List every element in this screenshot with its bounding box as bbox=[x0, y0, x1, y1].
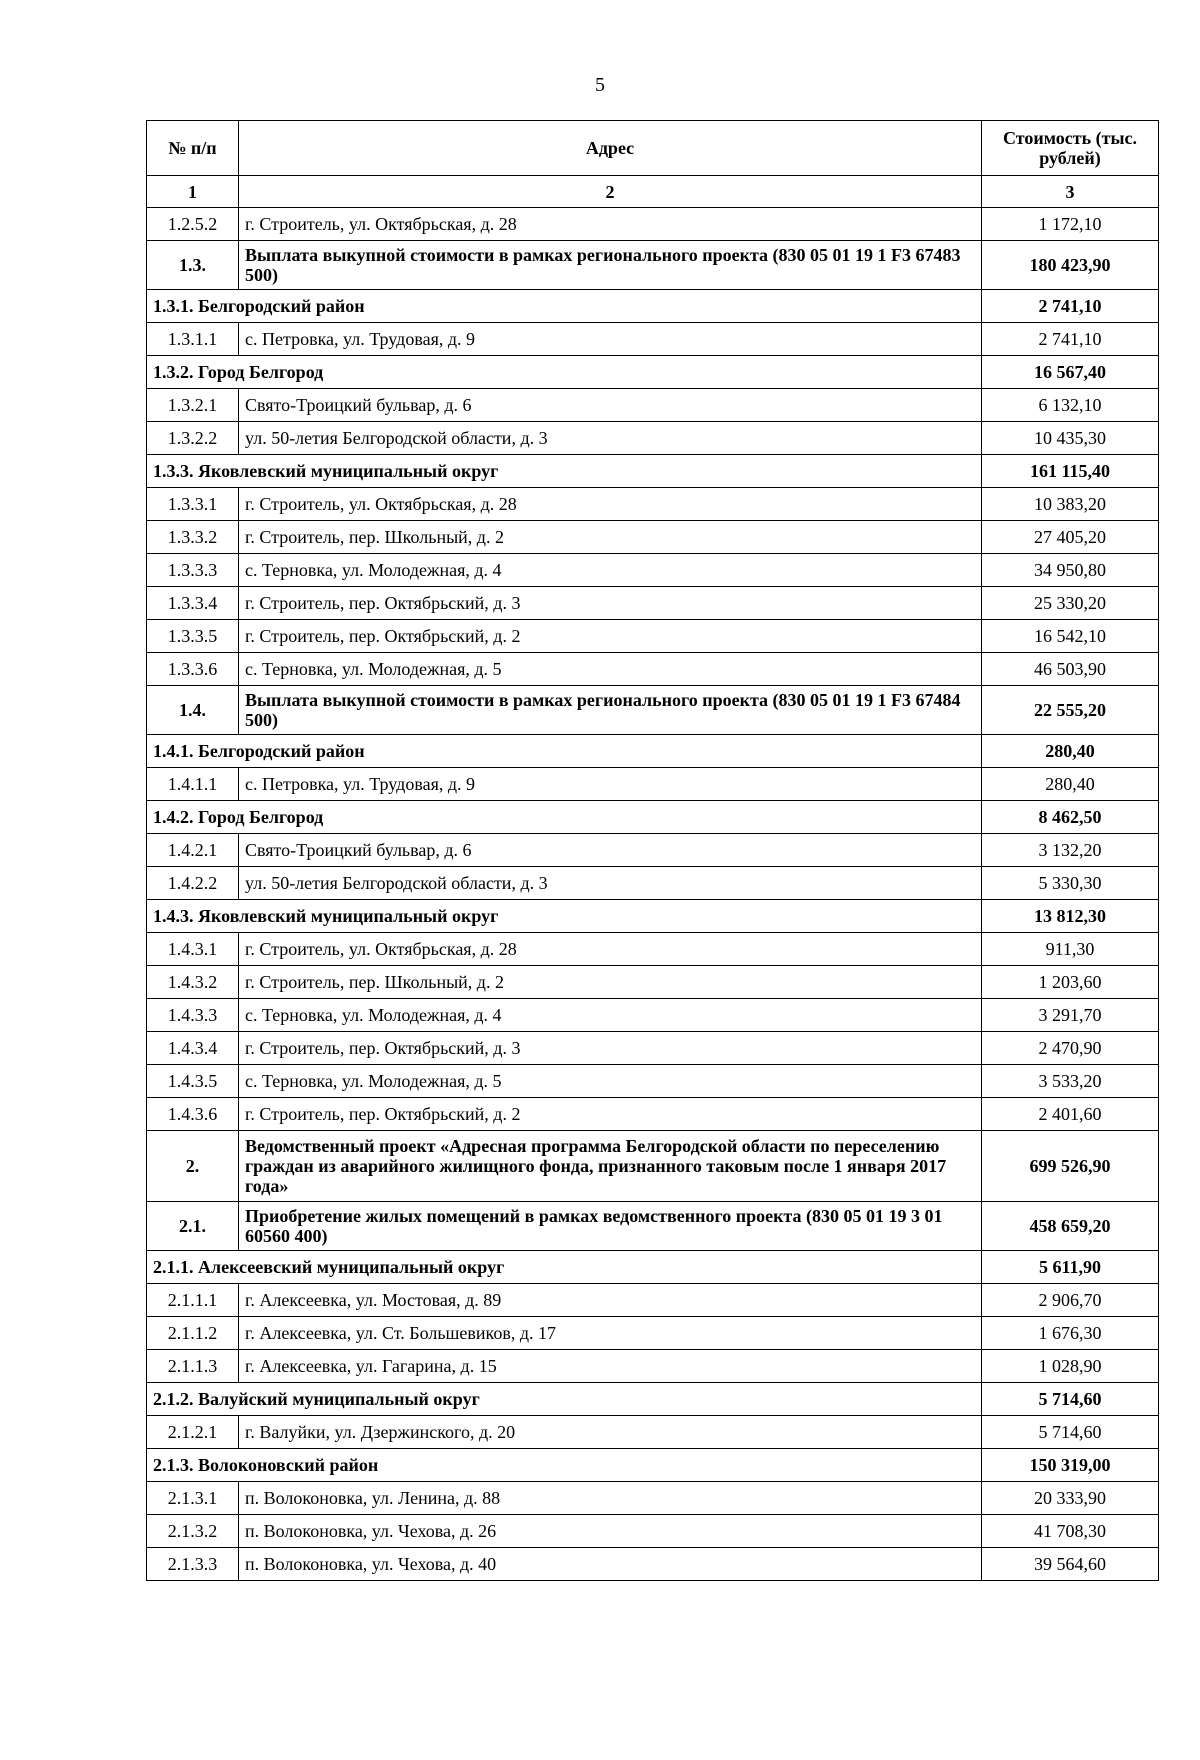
row-address: г. Строитель, ул. Октябрьская, д. 28 bbox=[239, 208, 982, 241]
column-index: 1 bbox=[147, 176, 239, 208]
group-title: 2.1.1. Алексеевский муниципальный округ bbox=[147, 1251, 982, 1284]
group-title: 1.4.3. Яковлевский муниципальный округ bbox=[147, 900, 982, 933]
section-title: Ведомственный проект «Адресная программа Белгородской области по переселению граждан из аварийного жилищного фонда, признанного таковым после 1 января 2017 года» bbox=[239, 1131, 982, 1202]
table-row bbox=[147, 389, 1159, 422]
row-cost: 2 401,60 bbox=[982, 1098, 1159, 1131]
row-number: 1.2.5.2 bbox=[147, 208, 239, 241]
section-cost: 699 526,90 bbox=[982, 1131, 1159, 1202]
section-row bbox=[147, 1202, 1159, 1251]
table-row bbox=[147, 1032, 1159, 1065]
group-row bbox=[147, 455, 1159, 488]
row-number: 1.3.2.1 bbox=[147, 389, 239, 422]
group-row bbox=[147, 1449, 1159, 1482]
row-number: 1.4.3.3 bbox=[147, 999, 239, 1032]
row-cost: 2 470,90 bbox=[982, 1032, 1159, 1065]
group-row bbox=[147, 801, 1159, 834]
row-cost: 280,40 bbox=[982, 768, 1159, 801]
row-number: 1.4.3.2 bbox=[147, 966, 239, 999]
table-row bbox=[147, 999, 1159, 1032]
row-cost: 5 714,60 bbox=[982, 1416, 1159, 1449]
row-number: 1.4.2.1 bbox=[147, 834, 239, 867]
row-number: 1.3.3.5 bbox=[147, 620, 239, 653]
section-row bbox=[147, 241, 1159, 290]
section-cost: 180 423,90 bbox=[982, 241, 1159, 290]
table-row bbox=[147, 867, 1159, 900]
header-cost: Стоимость (тыс. рублей) bbox=[982, 121, 1159, 176]
row-number: 1.4.2.2 bbox=[147, 867, 239, 900]
table-row bbox=[147, 768, 1159, 801]
row-address: Свято-Троицкий бульвар, д. 6 bbox=[239, 389, 982, 422]
row-number: 1.4.3.6 bbox=[147, 1098, 239, 1131]
cost-table bbox=[146, 120, 1159, 1581]
row-number: 2.1.2.1 bbox=[147, 1416, 239, 1449]
header-num: № п/п bbox=[147, 121, 239, 176]
section-title: Выплата выкупной стоимости в рамках регионального проекта (830 05 01 19 1 F3 67483 500) bbox=[239, 241, 982, 290]
section-number: 1.3. bbox=[147, 241, 239, 290]
table-row bbox=[147, 488, 1159, 521]
group-cost: 161 115,40 bbox=[982, 455, 1159, 488]
row-address: г. Алексеевка, ул. Ст. Большевиков, д. 17 bbox=[239, 1317, 982, 1350]
row-number: 2.1.3.2 bbox=[147, 1515, 239, 1548]
group-cost: 8 462,50 bbox=[982, 801, 1159, 834]
table-body bbox=[147, 208, 1159, 1581]
page-number: 5 bbox=[595, 74, 605, 96]
row-cost: 5 330,30 bbox=[982, 867, 1159, 900]
row-number: 1.3.3.6 bbox=[147, 653, 239, 686]
row-address: с. Терновка, ул. Молодежная, д. 4 bbox=[239, 999, 982, 1032]
row-cost: 1 203,60 bbox=[982, 966, 1159, 999]
row-cost: 2 741,10 bbox=[982, 323, 1159, 356]
table-row bbox=[147, 620, 1159, 653]
row-address: Свято-Троицкий бульвар, д. 6 bbox=[239, 834, 982, 867]
row-address: г. Строитель, пер. Октябрьский, д. 2 bbox=[239, 1098, 982, 1131]
group-row bbox=[147, 1251, 1159, 1284]
column-index: 3 bbox=[982, 176, 1159, 208]
group-row bbox=[147, 900, 1159, 933]
row-cost: 34 950,80 bbox=[982, 554, 1159, 587]
row-number: 2.1.3.3 bbox=[147, 1548, 239, 1581]
row-number: 1.4.1.1 bbox=[147, 768, 239, 801]
group-cost: 150 319,00 bbox=[982, 1449, 1159, 1482]
group-row bbox=[147, 735, 1159, 768]
table-row bbox=[147, 422, 1159, 455]
row-address: г. Алексеевка, ул. Мостовая, д. 89 bbox=[239, 1284, 982, 1317]
row-cost: 10 383,20 bbox=[982, 488, 1159, 521]
row-number: 1.4.3.4 bbox=[147, 1032, 239, 1065]
group-row bbox=[147, 290, 1159, 323]
group-cost: 13 812,30 bbox=[982, 900, 1159, 933]
table-row bbox=[147, 933, 1159, 966]
row-number: 2.1.1.1 bbox=[147, 1284, 239, 1317]
row-address: п. Волоконовка, ул. Ленина, д. 88 bbox=[239, 1482, 982, 1515]
row-cost: 6 132,10 bbox=[982, 389, 1159, 422]
row-address: г. Строитель, пер. Октябрьский, д. 3 bbox=[239, 587, 982, 620]
table-row bbox=[147, 587, 1159, 620]
section-title: Выплата выкупной стоимости в рамках регионального проекта (830 05 01 19 1 F3 67484 500) bbox=[239, 686, 982, 735]
table-row bbox=[147, 208, 1159, 241]
table-row bbox=[147, 966, 1159, 999]
row-address: с. Петровка, ул. Трудовая, д. 9 bbox=[239, 323, 982, 356]
row-cost: 39 564,60 bbox=[982, 1548, 1159, 1581]
row-number: 1.3.2.2 bbox=[147, 422, 239, 455]
row-cost: 25 330,20 bbox=[982, 587, 1159, 620]
row-address: ул. 50-летия Белгородской области, д. 3 bbox=[239, 867, 982, 900]
row-address: г. Строитель, пер. Школьный, д. 2 bbox=[239, 966, 982, 999]
table-row bbox=[147, 1065, 1159, 1098]
group-cost: 2 741,10 bbox=[982, 290, 1159, 323]
table-row bbox=[147, 554, 1159, 587]
table-row bbox=[147, 653, 1159, 686]
row-address: г. Строитель, ул. Октябрьская, д. 28 bbox=[239, 933, 982, 966]
group-cost: 280,40 bbox=[982, 735, 1159, 768]
section-title: Приобретение жилых помещений в рамках ведомственного проекта (830 05 01 19 3 01 60560 400) bbox=[239, 1202, 982, 1251]
row-address: г. Алексеевка, ул. Гагарина, д. 15 bbox=[239, 1350, 982, 1383]
column-index: 2 bbox=[239, 176, 982, 208]
row-cost: 27 405,20 bbox=[982, 521, 1159, 554]
table-row bbox=[147, 1515, 1159, 1548]
row-address: с. Петровка, ул. Трудовая, д. 9 bbox=[239, 768, 982, 801]
row-cost: 1 676,30 bbox=[982, 1317, 1159, 1350]
row-address: п. Волоконовка, ул. Чехова, д. 40 bbox=[239, 1548, 982, 1581]
section-cost: 458 659,20 bbox=[982, 1202, 1159, 1251]
section-row bbox=[147, 686, 1159, 735]
table-row bbox=[147, 1098, 1159, 1131]
group-title: 1.4.1. Белгородский район bbox=[147, 735, 982, 768]
row-address: с. Терновка, ул. Молодежная, д. 5 bbox=[239, 1065, 982, 1098]
row-cost: 911,30 bbox=[982, 933, 1159, 966]
table-row bbox=[147, 1416, 1159, 1449]
table-row bbox=[147, 323, 1159, 356]
row-address: г. Строитель, пер. Школьный, д. 2 bbox=[239, 521, 982, 554]
row-cost: 1 028,90 bbox=[982, 1350, 1159, 1383]
table-row bbox=[147, 1482, 1159, 1515]
group-cost: 5 611,90 bbox=[982, 1251, 1159, 1284]
row-cost: 3 291,70 bbox=[982, 999, 1159, 1032]
row-cost: 3 533,20 bbox=[982, 1065, 1159, 1098]
table-row bbox=[147, 1350, 1159, 1383]
row-number: 2.1.1.2 bbox=[147, 1317, 239, 1350]
row-address: ул. 50-летия Белгородской области, д. 3 bbox=[239, 422, 982, 455]
section-number: 1.4. bbox=[147, 686, 239, 735]
group-title: 1.3.1. Белгородский район bbox=[147, 290, 982, 323]
table-header-row bbox=[147, 121, 1159, 176]
row-address: п. Волоконовка, ул. Чехова, д. 26 bbox=[239, 1515, 982, 1548]
row-number: 2.1.1.3 bbox=[147, 1350, 239, 1383]
group-row bbox=[147, 1383, 1159, 1416]
row-cost: 16 542,10 bbox=[982, 620, 1159, 653]
row-number: 1.3.1.1 bbox=[147, 323, 239, 356]
row-cost: 1 172,10 bbox=[982, 208, 1159, 241]
column-index-row bbox=[147, 176, 1159, 208]
row-address: г. Строитель, пер. Октябрьский, д. 3 bbox=[239, 1032, 982, 1065]
group-cost: 16 567,40 bbox=[982, 356, 1159, 389]
group-title: 1.3.2. Город Белгород bbox=[147, 356, 982, 389]
table-row bbox=[147, 834, 1159, 867]
row-number: 1.4.3.1 bbox=[147, 933, 239, 966]
row-address: с. Терновка, ул. Молодежная, д. 5 bbox=[239, 653, 982, 686]
row-number: 1.3.3.3 bbox=[147, 554, 239, 587]
header-address: Адрес bbox=[239, 121, 982, 176]
row-address: с. Терновка, ул. Молодежная, д. 4 bbox=[239, 554, 982, 587]
section-number: 2. bbox=[147, 1131, 239, 1202]
table-row bbox=[147, 1284, 1159, 1317]
section-number: 2.1. bbox=[147, 1202, 239, 1251]
row-cost: 10 435,30 bbox=[982, 422, 1159, 455]
row-number: 1.3.3.2 bbox=[147, 521, 239, 554]
row-cost: 20 333,90 bbox=[982, 1482, 1159, 1515]
row-number: 2.1.3.1 bbox=[147, 1482, 239, 1515]
row-number: 1.3.3.4 bbox=[147, 587, 239, 620]
group-title: 2.1.2. Валуйский муниципальный округ bbox=[147, 1383, 982, 1416]
row-cost: 41 708,30 bbox=[982, 1515, 1159, 1548]
row-number: 1.3.3.1 bbox=[147, 488, 239, 521]
group-title: 2.1.3. Волоконовский район bbox=[147, 1449, 982, 1482]
row-address: г. Валуйки, ул. Дзержинского, д. 20 bbox=[239, 1416, 982, 1449]
table-row bbox=[147, 1317, 1159, 1350]
group-cost: 5 714,60 bbox=[982, 1383, 1159, 1416]
section-cost: 22 555,20 bbox=[982, 686, 1159, 735]
row-address: г. Строитель, пер. Октябрьский, д. 2 bbox=[239, 620, 982, 653]
group-row bbox=[147, 356, 1159, 389]
row-number: 1.4.3.5 bbox=[147, 1065, 239, 1098]
row-address: г. Строитель, ул. Октябрьская, д. 28 bbox=[239, 488, 982, 521]
row-cost: 3 132,20 bbox=[982, 834, 1159, 867]
group-title: 1.3.3. Яковлевский муниципальный округ bbox=[147, 455, 982, 488]
section-row bbox=[147, 1131, 1159, 1202]
group-title: 1.4.2. Город Белгород bbox=[147, 801, 982, 834]
row-cost: 46 503,90 bbox=[982, 653, 1159, 686]
row-cost: 2 906,70 bbox=[982, 1284, 1159, 1317]
table-row bbox=[147, 521, 1159, 554]
table-row bbox=[147, 1548, 1159, 1581]
